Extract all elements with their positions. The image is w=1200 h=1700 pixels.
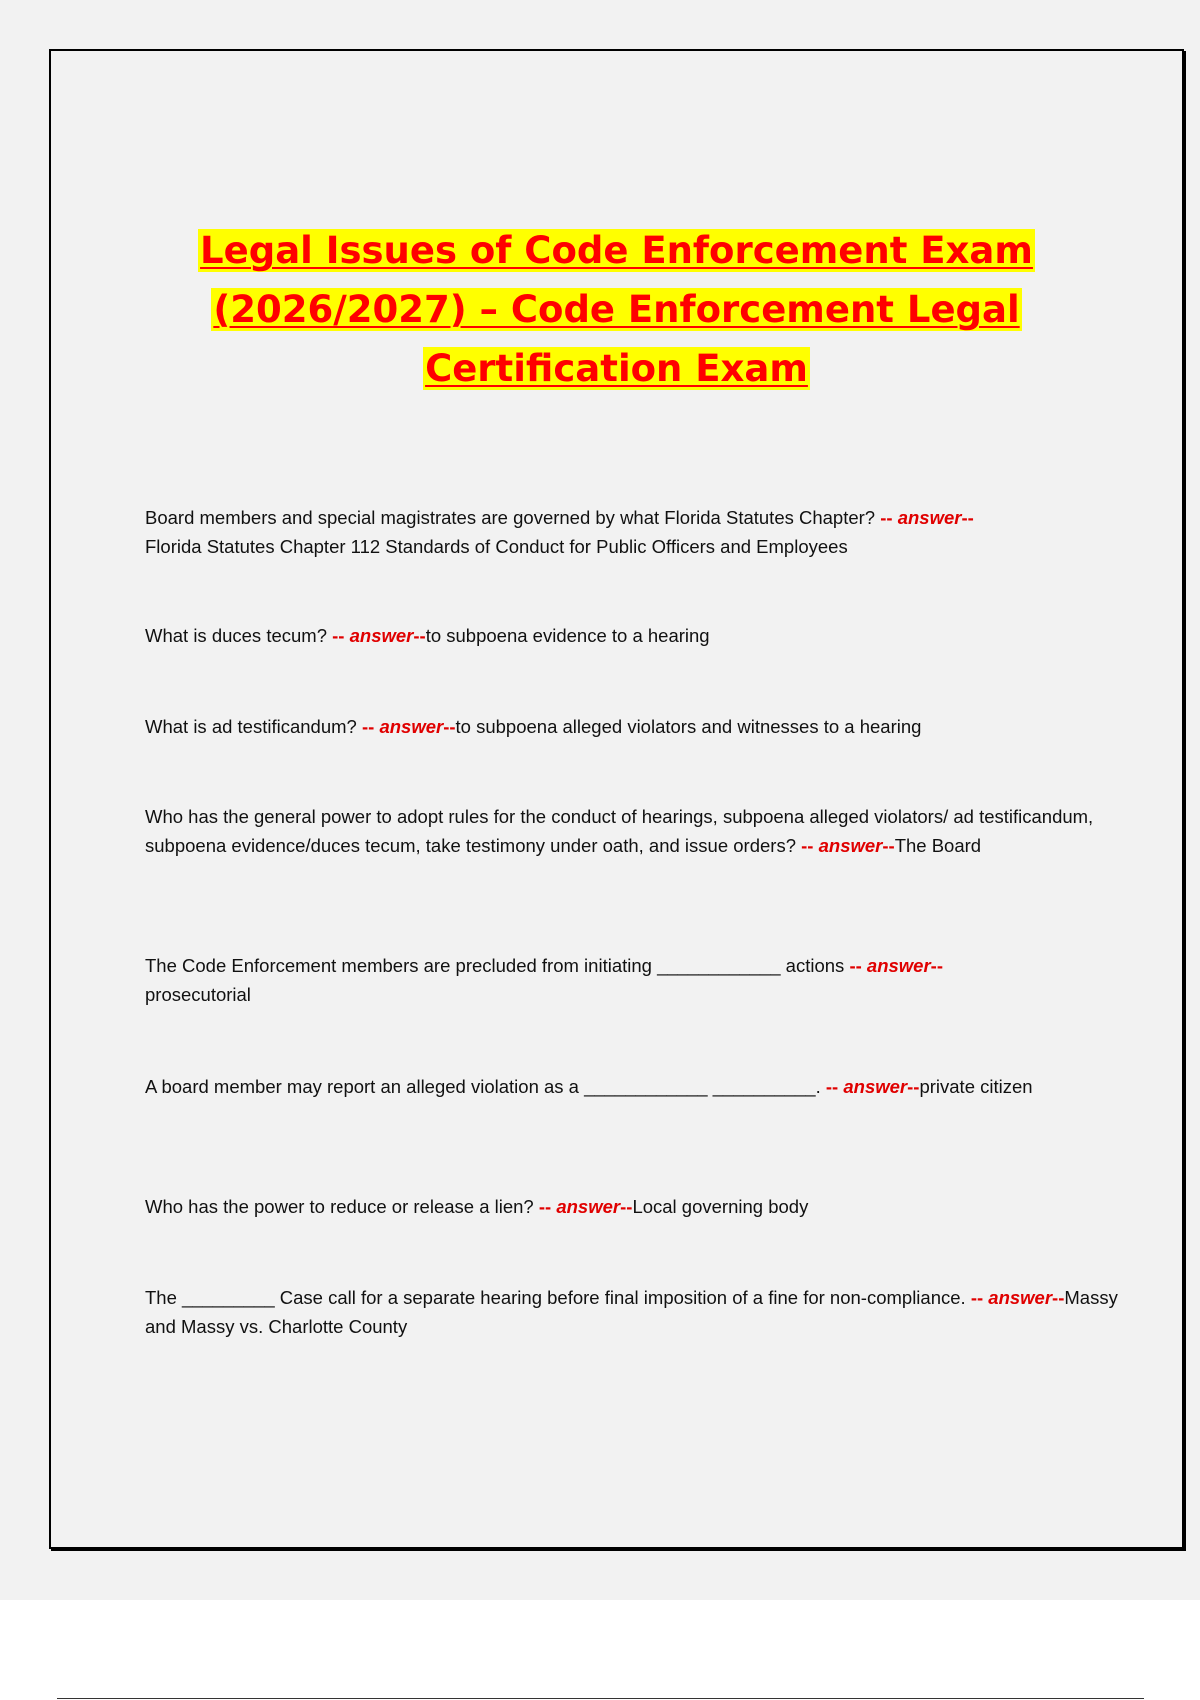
title-line-1: Legal Issues of Code Enforcement Exam [200, 229, 1033, 272]
question-text: Who has the general power to adopt rules for the conduct of hearings, subpoena alleged violators/ ad testificandum, subpoena evidence/duces tecum, take testimony under oath, and issue orders? [145, 806, 1094, 856]
answer-marker: -- answer-- [849, 955, 943, 976]
answer-text: The Board [894, 835, 982, 856]
question-text: The Code Enforcement members are precluded from initiating ____________ actions [145, 955, 850, 976]
answer-marker: -- answer-- [825, 1076, 920, 1097]
document-page [49, 49, 1184, 1549]
answer-marker: -- answer-- [970, 1287, 1065, 1308]
qa-item-8 [145, 1283, 1125, 1341]
page-divider-line [57, 1698, 1144, 1699]
qa-item-3 [145, 712, 1125, 741]
answer-marker: -- answer-- [801, 835, 895, 856]
question-text: What is ad testificandum? [145, 716, 362, 737]
qa-item-2 [145, 621, 1125, 650]
qa-item-6 [145, 1072, 1125, 1101]
title-line-3: Certification Exam [425, 347, 808, 390]
qa-item-7 [145, 1192, 1125, 1221]
answer-text: to subpoena evidence to a hearing [425, 625, 710, 646]
answer-marker: -- answer-- [332, 625, 426, 646]
question-text: Board members and special magistrates are governed by what Florida Statutes Chapter? [145, 507, 881, 528]
answer-text: Florida Statutes Chapter 112 Standards of Conduct for Public Officers and Employees [145, 536, 848, 557]
answer-text: Massy and Massy vs. Charlotte County [145, 1287, 1118, 1337]
answer-text: Local governing body [632, 1196, 809, 1217]
answer-text: prosecutorial [145, 984, 251, 1005]
qa-item-1 [145, 503, 1125, 561]
title-line-2: (2026/2027) – Code Enforcement Legal [213, 288, 1020, 331]
next-page-area [0, 1600, 1200, 1700]
answer-marker: -- answer-- [538, 1196, 633, 1217]
question-text: What is duces tecum? [145, 625, 333, 646]
answer-marker: -- answer-- [880, 507, 974, 528]
document-title [51, 221, 1182, 398]
answer-text: to subpoena alleged violators and witnesses to a hearing [455, 716, 922, 737]
question-text: The _________ Case call for a separate hearing before final imposition of a fine for non-compliance. [145, 1287, 971, 1308]
qa-item-5 [145, 951, 1125, 1009]
qa-item-4 [145, 802, 1125, 860]
question-text: A board member may report an alleged violation as a ____________ __________. [145, 1076, 826, 1097]
answer-marker: -- answer-- [361, 716, 456, 737]
answer-text: private citizen [919, 1076, 1033, 1097]
question-text: Who has the power to reduce or release a lien? [145, 1196, 539, 1217]
